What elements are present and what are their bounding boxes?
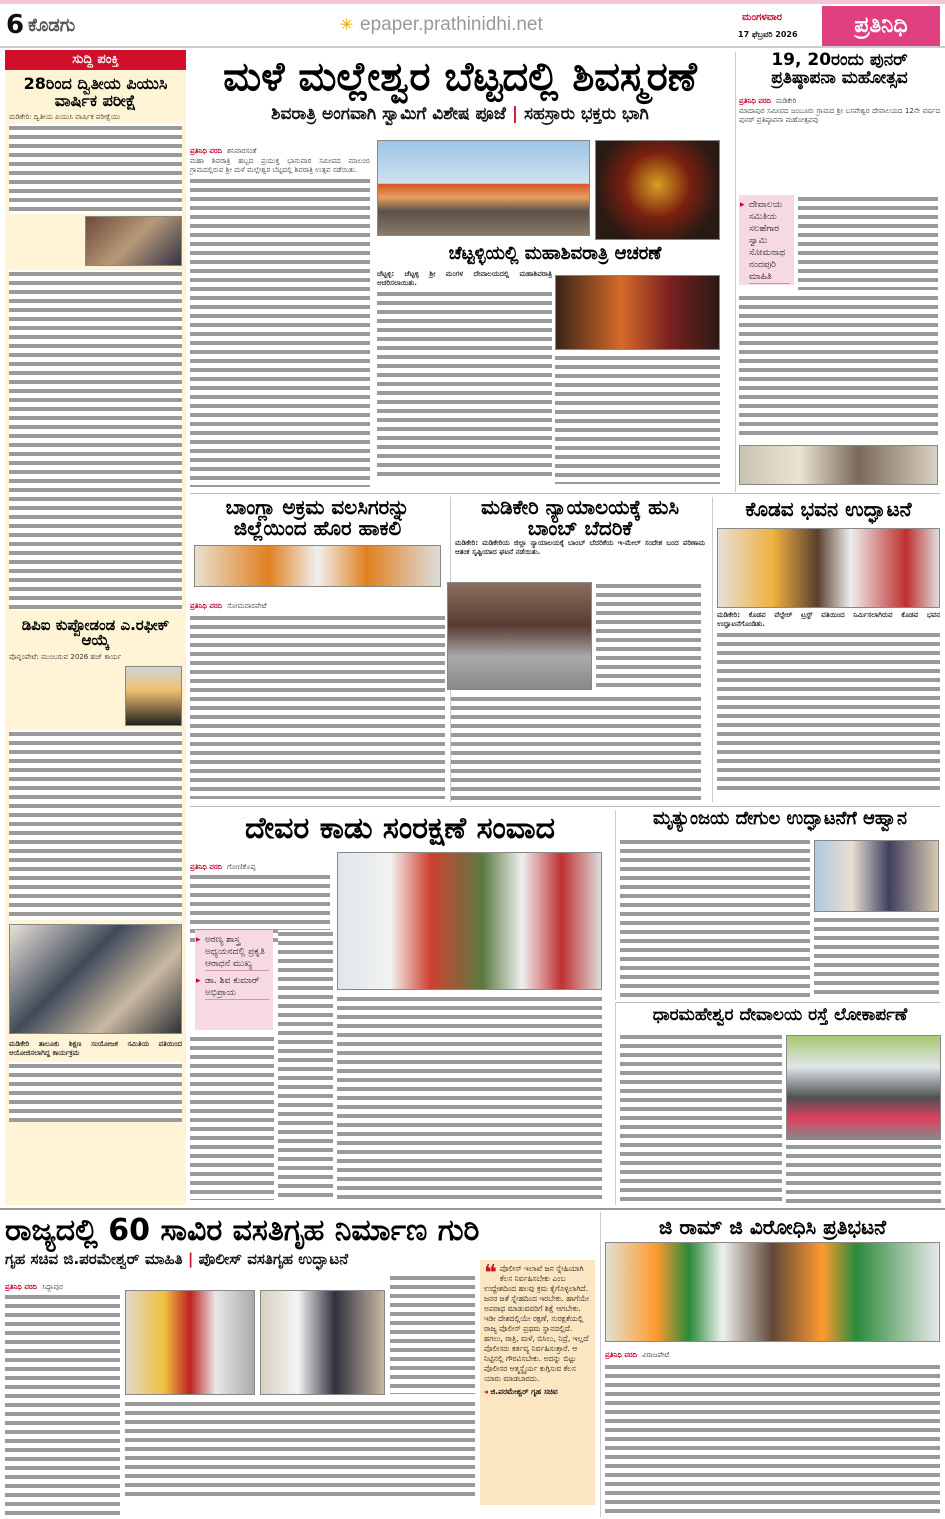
- police-check-photo: [447, 582, 592, 690]
- court-story: [450, 497, 705, 802]
- section-name: ಕೊಡಗು: [28, 15, 76, 36]
- ribbon-cutting-photo: [125, 1290, 255, 1395]
- forest-callout: [195, 930, 273, 1030]
- body-text: [190, 614, 445, 799]
- briefs-lead-1: ಮಡಿಕೇರಿ: ದ್ವಿತೀಯ ಪಿಯುಸಿ ವಾರ್ಷಿಕ ಪರೀಕ್ಷೆಯು: [9, 112, 121, 121]
- date: 17 ಫೆಬ್ರವರಿ 2026: [738, 30, 798, 39]
- body-text: [620, 838, 810, 998]
- deity-photo: [595, 140, 720, 240]
- dateline: ಸೋಮವಾರಪೇಟೆ: [227, 602, 267, 610]
- subhead-b: ಪೊಲೀಸ್ ವಸತಿಗೃಹ ಉದ್ಘಾಟನೆ: [198, 1250, 349, 1268]
- callout-item: ▸ ಅರಣ್ಯ ಶಾಸ್ತ್ರ ಅಧ್ಯಯನದಲ್ಲಿ ಪ್ರಕೃತಿ ಆರಾಧನೆ ಮುಖ್ಯ: [205, 934, 269, 971]
- body-text: [451, 695, 701, 800]
- byline: ಪ್ರತಿನಿಧಿ ವರದಿ: [190, 863, 223, 871]
- minister-photo: [260, 1290, 385, 1395]
- byline: ಪ್ರತಿನಿಧಿ ವರದಿ: [739, 96, 772, 105]
- court-headline: ಮಡಿಕೇರಿ ನ್ಯಾಯಾಲಯಕ್ಕೆ ಹುಸಿ ಬಾಂಬ್ ಬೆದರಿಕೆ: [480, 495, 679, 540]
- quote-text: ಪೊಲೀಸ್ ಇಲಾಖೆ ಜನ ಸ್ನೇಹಿಯಾಗಿ ಕೆಲಸ ನಿರ್ವಹಿಸಬೇಕು ಎಂಬ ಉದ್ದೇಶದಿಂದ ಹಲವು ಕ್ರಮ ಕೈಗೊಳ್ಳಲಾಗಿದೆ. ಜನರ ಜತೆ ಸ್ನೇಹದಿಂದ ಇರಬೇಕು. ಹಾಗೆಯೇ ಅಪರಾಧ ಮಾಡುವವರಿಗೆ ಶಿಕ್ಷೆ ಆಗಬೇಕು. ಇಡೀ ದೇಶದಲ್ಲಿಯೇ ರಕ್ಷಣೆ, ಸುರಕ್ಷತೆಯಲ್ಲಿ ರಾಜ್ಯ ಪೊಲೀಸ್ ಪ್ರಥಮ ಸ್ಥಾನದಲ್ಲಿದೆ. ಹಗಲು, ರಾತ್ರಿ, ಮಳೆ, ಬಿಸಿಲು, ನಿದ್ರೆ, ಇಲ್ಲದೆ ಪೊಲೀಸರು ಕರ್ತವ್ಯ ನಿರ್ವಹಿಸುತ್ತಾರೆ. ಆ ನಿಟ್ಟಿನಲ್ಲಿ ಗೌರವಿಸಬೇಕು. ಅದನ್ನು ಬಿಟ್ಟು ಪೊಲೀಸರ ಆತ್ಮಸ್ಥೈರ್ಯ ಕುಗ್ಗಿಸುವ ಕೆಲಸ ಯಾರು ಮಾಡಬಾರದು.: [484, 1264, 589, 1383]
- lead-subhead: ಶಿವರಾತ್ರಿ ಅಂಗವಾಗಿ ಸ್ವಾಮಿಗೆ ವಿಶೇಷ ಪೂಜೆ | ಸಹಸ್ರಾರು ಭಕ್ತರು ಭಾಗಿ: [271, 104, 649, 124]
- news-briefs-column: [5, 50, 186, 1205]
- day: ಮಂಗಳವಾರ: [742, 12, 783, 23]
- minister-quote-box: [480, 1260, 595, 1505]
- bangla-headline: ಬಾಂಗ್ಲಾ ಅಕ್ರಮ ವಲಸಿಗರನ್ನು ಜಿಲ್ಲೆಯಿಂದ ಹೊರ ಹಾಕಲಿ: [225, 495, 410, 540]
- page-number: 6: [6, 10, 25, 40]
- festival-lead: ಮಾದಾಪುರ ಸಮೀಪದ ಜಂಬೂರು ಗ್ರಾಮದ ಶ್ರೀ ಬಸವೇಶ್ವರ ದೇವಾಲಯದ 12ನೇ ವರ್ಷದ ಪುನರ್ ಪ್ರತಿಷ್ಠಾಪನಾ ಮಹೋತ್ಸವವು: [739, 106, 940, 124]
- kodava-headline: ಕೊಡವ ಭವನ ಉದ್ಘಾಟನೆ: [745, 497, 912, 521]
- housing-story: [5, 1212, 595, 1517]
- masthead: [0, 0, 945, 48]
- body-text: [814, 916, 939, 998]
- inauguration-photo: [717, 528, 940, 608]
- forest-story: [190, 810, 610, 1205]
- briefs-band: ಸುದ್ದಿ ಪಂಕ್ತಿ: [5, 50, 186, 70]
- body-text: [605, 1363, 940, 1518]
- press-meet-photo: [194, 545, 441, 587]
- forest-headline: ದೇವರ ಕಾಡು ಸಂರಕ್ಷಣೆ ಸಂವಾದ: [244, 811, 556, 846]
- body-text: [9, 1062, 182, 1122]
- body-text: [717, 631, 940, 791]
- housing-headline: ರಾಜ್ಯದಲ್ಲಿ 60 ಸಾವಿರ ವಸತಿಗೃಹ ನಿರ್ಮಾಣ ಗುರಿ: [5, 1213, 480, 1248]
- festival-headline: 19, 20ರಂದು ಪುನರ್ ಪ್ರತಿಷ್ಠಾಪನಾ ಮಹೋತ್ಸವ: [771, 50, 908, 88]
- photo-caption: ಮಡಿಕೇರಿ ತಾಲೂಕು ಶಿಕ್ಷಣ ಸಂಯೋಜಕ ಸಮಿತಿಯ ವತಿಯಿಂದ ಆಯೋಜಿಸಲಾಗಿದ್ದ ಕಾರ್ಯಕ್ರಮ: [9, 1040, 182, 1058]
- byline: ಪ್ರತಿನಿಧಿ ವರದಿ: [190, 147, 223, 155]
- briefs-headline-1: 28ರಿಂದ ದ್ವಿತೀಯ ಪಿಯುಸಿ ವಾರ್ಷಿಕ ಪರೀಕ್ಷೆ: [23, 74, 168, 110]
- temple-invite-headline: ಮೃತ್ಯುಂಜಯ ದೇಗುಲ ಉದ್ಘಾಟನೆಗೆ ಆಹ್ವಾನ: [653, 808, 907, 829]
- dateline: ವಿರಾಜಪೇಟೆ: [642, 1351, 670, 1359]
- exam-photo: [85, 216, 182, 266]
- body-text: [5, 1293, 120, 1518]
- officer-photo: [125, 666, 182, 726]
- temple-invite-story: [615, 810, 940, 1000]
- bangla-story: [190, 497, 445, 802]
- festival-callout: [739, 195, 794, 285]
- body-text: [596, 582, 701, 692]
- site-url[interactable]: epaper.prathinidhi.net: [360, 14, 543, 35]
- body-text: [786, 1143, 941, 1203]
- briefs-headline-2: ಡಿಪಿಐ ಕುಪ್ಪೋಡಂಡ ಎ.ರಫೀಕ್ ಆಯ್ಕೆ: [21, 615, 170, 650]
- body-text: [390, 1274, 475, 1394]
- logo: ಪ್ರತಿನಿಧಿ: [822, 6, 940, 46]
- body-text: [190, 177, 370, 487]
- body-text: [9, 124, 182, 214]
- sub-headline: ಚೆಟ್ಟಳ್ಳಿಯಲ್ಲಿ ಮಹಾಶಿವರಾತ್ರಿ ಆಚರಣೆ: [448, 243, 662, 264]
- protest-story: [600, 1212, 940, 1517]
- sun-icon: ✳: [340, 15, 354, 34]
- lead-story: [190, 52, 730, 492]
- protest-photo: [605, 1242, 940, 1342]
- kodava-story: [712, 497, 940, 802]
- road-headline: ಧಾರಮಹೇಶ್ವರ ದೇವಾಲಯ ರಸ್ತೆ ಲೋಕಾರ್ಪಣೆ: [652, 1005, 908, 1025]
- body-text: [9, 730, 182, 920]
- tree-planting-photo: [337, 852, 602, 990]
- court-lead: ಮಡಿಕೇರಿ: ಮಡಿಕೇರಿಯ ಜಿಲ್ಲಾ ನ್ಯಾಯಾಲಯಕ್ಕೆ ಬಾಂಬ್ ಬೆದರಿಕೆಯ ಇ-ಮೇಲ್ ಸಂದೇಶ ಬಂದ ಪರಿಣಾಮ ಆತಂಕ ಸೃಷ್ಟಿಯಾದ ಘಟನೆ ನಡೆಯಿತು.: [455, 539, 705, 556]
- kodava-lead: ಮಡಿಕೇರಿ: ಕೊಡವ ವೆಲ್ಫೇರ್ ಟ್ರಸ್ಟ್ ವತಿಯಿಂದ ನಿರ್ಮಿಸಲಾಗಿರುವ ಕೊಡವ ಭವನ ಉದ್ಘಾಟನೆಗೊಂಡಿತು.: [717, 611, 940, 628]
- committee-photo: [814, 840, 939, 912]
- sub-lead: ಚೆಟ್ಟಳ್ಳಿ: ಚೆಟ್ಟಳ್ಳಿ ಶ್ರೀ ಮಂಗಳ ದೇವಾಲಯದಲ್ಲಿ ಮಹಾಶಿವರಾತ್ರಿ ಆಚರಿಸಲಾಯಿತು.: [377, 270, 552, 287]
- subhead-b: ಸಹಸ್ರಾರು ಭಕ್ತರು ಭಾಗಿ: [524, 104, 649, 124]
- lead-headline: ಮಳೆ ಮಲ್ಲೇಶ್ವರ ಬೆಟ್ಟದಲ್ಲಿ ಶಿವಸ್ಮರಣೆ: [223, 54, 697, 100]
- dateline: ಶನಿವಾರಸಂತೆ: [227, 147, 257, 155]
- body-text: [190, 1035, 274, 1200]
- housing-subhead: ಗೃಹ ಸಚಿವ ಜಿ.ಪರಮೇಶ್ವರ್ ಮಾಹಿತಿ | ಪೊಲೀಸ್ ವಸತಿಗೃಹ ಉದ್ಘಾಟನೆ: [5, 1250, 349, 1268]
- dateline: ಸಿದ್ದಾಪುರ: [42, 1283, 63, 1291]
- road-opening-photo: [786, 1035, 941, 1140]
- road-story: [615, 1002, 940, 1205]
- dateline: ಗೋಣಿಕೊಪ್ಪ: [227, 863, 256, 871]
- subhead-a: ಶಿವರಾತ್ರಿ ಅಂಗವಾಗಿ ಸ್ವಾಮಿಗೆ ವಿಶೇಷ ಪೂಜೆ: [271, 104, 506, 124]
- body-text: [9, 270, 182, 610]
- byline: ಪ್ರತಿನಿಧಿ ವರದಿ: [605, 1351, 638, 1359]
- meeting-photo: [739, 445, 938, 485]
- festival-story: [735, 52, 940, 492]
- byline: ಪ್ರತಿನಿಧಿ ವರದಿ: [190, 602, 223, 610]
- body-text: [125, 1400, 475, 1500]
- quote-icon: ❝: [484, 1261, 497, 1286]
- body-text: [798, 195, 938, 290]
- subhead-a: ಗೃಹ ಸಚಿವ ಜಿ.ಪರಮೇಶ್ವರ್ ಮಾಹಿತಿ: [5, 1250, 183, 1268]
- body-text: [377, 290, 552, 480]
- body-text: [620, 1033, 782, 1203]
- quote-attribution: ◂ ಜಿ.ಪರಮೇಶ್ವರ್ ಗೃಹ ಸಚಿವ: [484, 1387, 558, 1396]
- body-text: [739, 294, 938, 439]
- protest-headline: ಜಿ ರಾಮ್ ಜಿ ವಿರೋಧಿಸಿ ಪ್ರತಿಭಟನೆ: [658, 1215, 887, 1239]
- quote-author: ಜಿ.ಪರಮೇಶ್ವರ್ ಗೃಹ ಸಚಿವ: [490, 1387, 558, 1396]
- shivaratri-photo: [555, 275, 720, 350]
- callout-text: ▸ ದೇವಾಲಯ ಸಮಿತಿಯ ಸಲಹೆಗಾರ ಸ್ವಾಮಿ ಸೋಮನಾಥ ನಂದಪುರಿ ಮಾಹಿತಿ: [749, 199, 790, 284]
- callout-item: ▸ ಡಾ. ಶಿವ ಕುಮಾರ್ ಅಭಿಪ್ರಾಯ: [205, 975, 269, 1000]
- temple-hill-photo: [377, 140, 590, 236]
- briefs-lead-2: ಪೊನ್ನಂಪೇಟೆ: ಮುಂಬರುವ 2026 ಹಜ್ ಕಾರ್ಯ: [9, 653, 122, 662]
- byline: ಪ್ರತಿನಿಧಿ ವರದಿ: [5, 1283, 38, 1291]
- felicitation-photo: [9, 924, 182, 1034]
- dateline: ಮಡಿಕೇರಿ: [776, 96, 797, 105]
- body-text: [278, 930, 333, 1200]
- lead-text: ಮಹಾ ಶಿವರಾತ್ರಿ ಹಬ್ಬದ ಪ್ರಯುಕ್ತ ಭಾನುವಾರ ಸಮೀಪದ ಮಾಲಂಬಿ ಗ್ರಾಮದಲ್ಲಿರುವ ಶ್ರೀ ಮಳೆ ಮಲ್ಲೇಶ್ವರ ಬೆಟ್ಟದಲ್ಲಿ ಶಿವರಾತ್ರಿ ಉತ್ಸವ ನಡೆಯಿತು.: [190, 157, 370, 174]
- body-text: [337, 995, 602, 1200]
- body-text: [555, 354, 720, 484]
